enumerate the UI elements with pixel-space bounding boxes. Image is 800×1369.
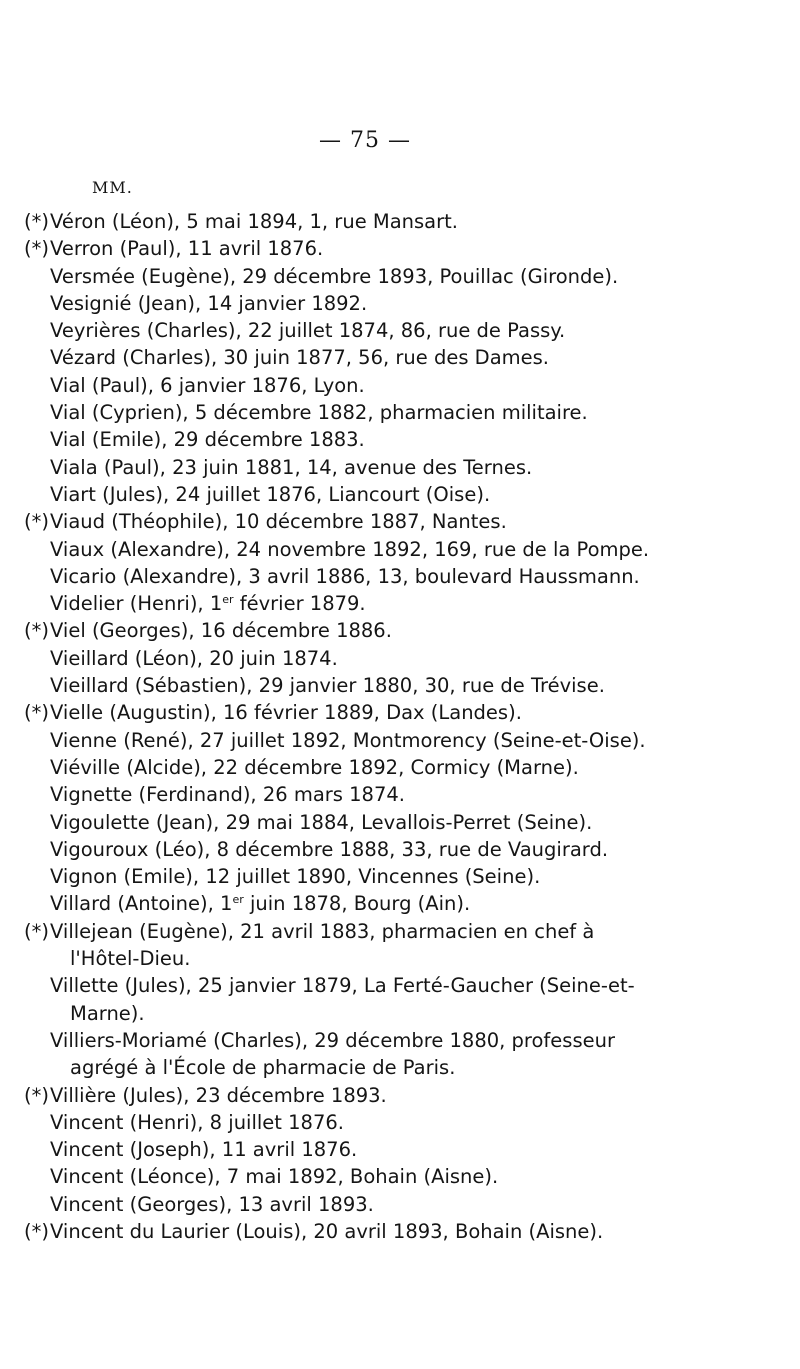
entry-marker: (*) (24, 701, 49, 725)
entry-text: Viéville (Alcide), 22 décembre 1892, Cormicy (Marne). (50, 755, 579, 779)
entry-text: Viaux (Alexandre), 24 novembre 1892, 169, rue de la Pompe. (50, 537, 650, 561)
list-item (24, 1027, 714, 1082)
entry-text: Vincent (Joseph), 11 avril 1876. (50, 1138, 358, 1162)
entry-text: Vignette (Ferdinand), 26 mars 1874. (50, 783, 405, 807)
entry-marker: (*) (24, 1083, 49, 1107)
list-item (24, 617, 714, 644)
entry-text: Villette (Jules), 25 janvier 1879, La Ferté-Gaucher (Seine-et- (50, 974, 635, 998)
list-item (24, 727, 714, 754)
entry-text: Vieillard (Léon), 20 juin 1874. (50, 646, 338, 670)
entry-text: Vicario (Alexandre), 3 avril 1886, 13, boulevard Haussmann. (50, 564, 640, 588)
list-item (24, 754, 714, 781)
entry-text: Veyrières (Charles), 22 juillet 1874, 86, rue de Passy. (50, 319, 566, 343)
entry-text: Viart (Jules), 24 juillet 1876, Liancourt (Oise). (50, 482, 491, 506)
entry-text: Videlier (Henri), 1er février 1879. (50, 592, 366, 616)
entry-text: Vigoulette (Jean), 29 mai 1884, Levallois-Perret (Seine). (50, 810, 593, 834)
page-number: — 75 — (319, 128, 411, 153)
entry-marker: (*) (24, 619, 49, 643)
list-item (24, 836, 714, 863)
entry-marker: (*) (24, 1219, 49, 1243)
list-item (24, 672, 714, 699)
entry-marker: (*) (24, 919, 49, 943)
list-item (24, 1191, 714, 1218)
entry-text: Villard (Antoine), 1er juin 1878, Bourg (Ain). (50, 892, 471, 916)
list-item (24, 536, 714, 563)
entry-text: Vieillard (Sébastien), 29 janvier 1880, 30, rue de Trévise. (50, 674, 605, 698)
entry-continuation: agrégé à l'École de pharmacie de Paris. (70, 1056, 456, 1080)
entry-text: Viaud (Théophile), 10 décembre 1887, Nantes. (50, 510, 507, 534)
member-list (24, 208, 714, 1245)
entry-text: Vial (Emile), 29 décembre 1883. (50, 428, 365, 452)
list-item (24, 399, 714, 426)
list-item (24, 699, 714, 726)
entry-text: Vigouroux (Léo), 8 décembre 1888, 33, rue de Vaugirard. (50, 837, 609, 861)
entry-text: Villiers-Moriamé (Charles), 29 décembre 1880, professeur (50, 1028, 615, 1052)
list-item (24, 645, 714, 672)
list-item (24, 972, 714, 1027)
list-item (24, 1218, 714, 1245)
salutation: MM. (92, 178, 133, 197)
list-item (24, 890, 714, 917)
entry-text: Vignon (Emile), 12 juillet 1890, Vincennes (Seine). (50, 865, 541, 889)
list-item (24, 918, 714, 973)
list-item (24, 809, 714, 836)
entry-text: Viala (Paul), 23 juin 1881, 14, avenue des Ternes. (50, 455, 533, 479)
entry-text: Vincent (Léonce), 7 mai 1892, Bohain (Aisne). (50, 1165, 499, 1189)
list-item (24, 590, 714, 617)
entry-text: Vienne (René), 27 juillet 1892, Montmorency (Seine-et-Oise). (50, 728, 646, 752)
entry-text: Vesignié (Jean), 14 janvier 1892. (50, 291, 368, 315)
entry-text: Vincent (Georges), 13 avril 1893. (50, 1192, 374, 1216)
list-item (24, 454, 714, 481)
entry-text: Vielle (Augustin), 16 février 1889, Dax (Landes). (50, 701, 522, 725)
entry-marker: (*) (24, 237, 49, 261)
entry-text: Vial (Cyprien), 5 décembre 1882, pharmacien militaire. (50, 401, 588, 425)
entry-text: Versmée (Eugène), 29 décembre 1893, Pouillac (Gironde). (50, 264, 619, 288)
list-item (24, 426, 714, 453)
entry-text: Vial (Paul), 6 janvier 1876, Lyon. (50, 373, 365, 397)
list-item (24, 1163, 714, 1190)
list-item (24, 290, 714, 317)
list-item (24, 508, 714, 535)
list-item (24, 563, 714, 590)
list-item (24, 781, 714, 808)
entry-text: Vézard (Charles), 30 juin 1877, 56, rue des Dames. (50, 346, 550, 370)
entry-text: Vincent (Henri), 8 juillet 1876. (50, 1110, 344, 1134)
list-item (24, 1109, 714, 1136)
list-item (24, 208, 714, 235)
list-item (24, 235, 714, 262)
entry-text: Verron (Paul), 11 avril 1876. (50, 237, 324, 261)
list-item (24, 481, 714, 508)
entry-text: Véron (Léon), 5 mai 1894, 1, rue Mansart. (50, 210, 458, 233)
entry-text: Viel (Georges), 16 décembre 1886. (50, 619, 392, 643)
list-item (24, 263, 714, 290)
list-item (24, 1082, 714, 1109)
entry-text: Villejean (Eugène), 21 avril 1883, pharmacien en chef à (50, 919, 595, 943)
list-item (24, 863, 714, 890)
entry-text: Vincent du Laurier (Louis), 20 avril 1893, Bohain (Aisne). (50, 1219, 604, 1243)
list-item (24, 372, 714, 399)
entry-text: Villière (Jules), 23 décembre 1893. (50, 1083, 387, 1107)
entry-continuation: l'Hôtel-Dieu. (70, 947, 191, 971)
entry-marker: (*) (24, 210, 49, 233)
list-item (24, 1136, 714, 1163)
list-item (24, 344, 714, 371)
entry-marker: (*) (24, 510, 49, 534)
list-item (24, 317, 714, 344)
entry-continuation: Marne). (70, 1001, 145, 1025)
